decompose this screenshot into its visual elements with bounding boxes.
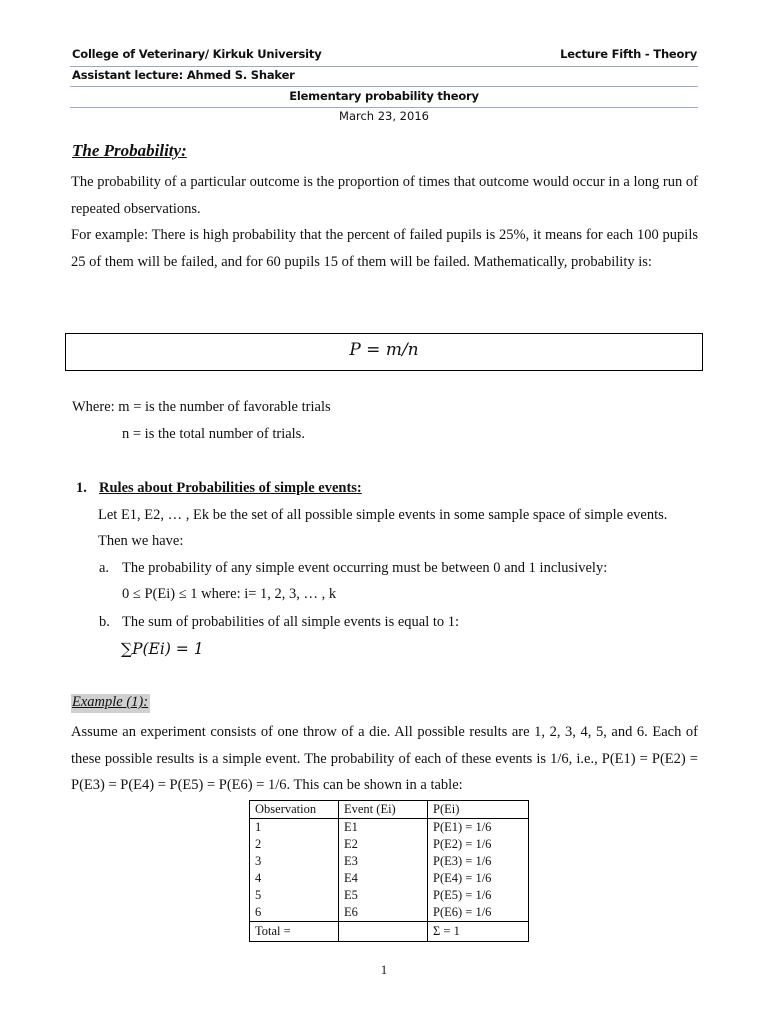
table-row bbox=[250, 853, 529, 870]
header-rule-1 bbox=[70, 66, 698, 67]
table-cell: 2 bbox=[250, 836, 339, 853]
table-row bbox=[250, 819, 529, 837]
table-cell: 5 bbox=[250, 887, 339, 904]
rules-intro-2: Then we have: bbox=[98, 533, 184, 549]
table-header-cell: P(Ei) bbox=[428, 801, 529, 819]
table-total-cell bbox=[339, 922, 428, 942]
subject-title: Elementary probability theory bbox=[289, 89, 479, 103]
table-cell: E4 bbox=[339, 870, 428, 887]
table-cell: E6 bbox=[339, 904, 428, 922]
table-cell: P(E6) = 1/6 bbox=[428, 904, 529, 922]
rule-b-label: b. bbox=[99, 614, 110, 630]
table-cell: E2 bbox=[339, 836, 428, 853]
header-rule-2 bbox=[70, 86, 698, 87]
table-cell: 1 bbox=[250, 819, 339, 837]
rules-number: 1. bbox=[76, 480, 87, 496]
table-cell: E5 bbox=[339, 887, 428, 904]
assistant-lecturer: Assistant lecture: Ahmed S. Shaker bbox=[72, 68, 295, 82]
lecture-date: March 23, 2016 bbox=[339, 109, 429, 123]
table-cell: 3 bbox=[250, 853, 339, 870]
table-header-row bbox=[250, 801, 529, 819]
die-probability-table bbox=[249, 800, 529, 942]
lecture-label: Lecture Fifth - Theory bbox=[560, 47, 697, 61]
table-header-cell: Observation bbox=[250, 801, 339, 819]
table-row bbox=[250, 870, 529, 887]
section-title: The Probability: bbox=[72, 141, 187, 160]
where-m: Where: m = is the number of favorable trials bbox=[72, 399, 331, 415]
table-total-row bbox=[250, 922, 529, 942]
table-row bbox=[250, 836, 529, 853]
table-cell: P(E2) = 1/6 bbox=[428, 836, 529, 853]
table-cell: P(E1) = 1/6 bbox=[428, 819, 529, 837]
table-cell: 4 bbox=[250, 870, 339, 887]
rule-a-text: The probability of any simple event occurring must be between 0 and 1 inclusively: bbox=[122, 560, 608, 576]
table-cell: P(E3) = 1/6 bbox=[428, 853, 529, 870]
table-total-cell: Total = bbox=[250, 922, 339, 942]
college-name: College of Veterinary/ Kirkuk University bbox=[72, 47, 322, 61]
rule-b-formula: ∑P(Ei) = 1 bbox=[121, 640, 204, 658]
formula-box bbox=[65, 333, 703, 371]
table-cell: P(E5) = 1/6 bbox=[428, 887, 529, 904]
example-paragraph: Assume an experiment consists of one throw of a die. All possible results are 1, 2, 3, 4, 5, and 6. Each of these possible results is a simple event. The probability of each of these events is 1/6, i.e., P(E1) = P(E2) = P(E3) = P(E4) = P(E5) = P(E6) = 1/6. This can be shown in a table: bbox=[71, 724, 698, 793]
table-total-cell: Σ = 1 bbox=[428, 922, 529, 942]
table-header-cell: Event (Ei) bbox=[339, 801, 428, 819]
page-number: 1 bbox=[380, 963, 388, 977]
table-cell: P(E4) = 1/6 bbox=[428, 870, 529, 887]
table-row bbox=[250, 887, 529, 904]
paragraph-example: For example: There is high probability that the percent of failed pupils is 25%, it means for each 100 pupils 25 of them will be failed, and for 60 pupils 15 of them will be failed. Mathematically, probability is: bbox=[71, 227, 698, 270]
rule-b-text: The sum of probabilities of all simple events is equal to 1: bbox=[122, 614, 460, 630]
example-title: Example (1): bbox=[72, 694, 149, 710]
header-rule-3 bbox=[70, 107, 698, 108]
table-row bbox=[250, 904, 529, 922]
rule-a-formula: 0 ≤ P(Ei) ≤ 1 where: i= 1, 2, 3, … , k bbox=[122, 586, 337, 602]
rules-intro-1: Let E1, E2, … , Ek be the set of all possible simple events in some sample space of simple events. bbox=[98, 507, 668, 523]
table-cell: E3 bbox=[339, 853, 428, 870]
table-cell: 6 bbox=[250, 904, 339, 922]
where-n: n = is the total number of trials. bbox=[122, 426, 305, 442]
rules-heading: Rules about Probabilities of simple events: bbox=[99, 480, 362, 496]
probability-formula: P = m/n bbox=[349, 340, 419, 360]
rule-a-label: a. bbox=[99, 560, 110, 576]
table-cell: E1 bbox=[339, 819, 428, 837]
paragraph-definition: The probability of a particular outcome is the proportion of times that outcome would occur in a long run of repeated observations. bbox=[71, 174, 698, 217]
